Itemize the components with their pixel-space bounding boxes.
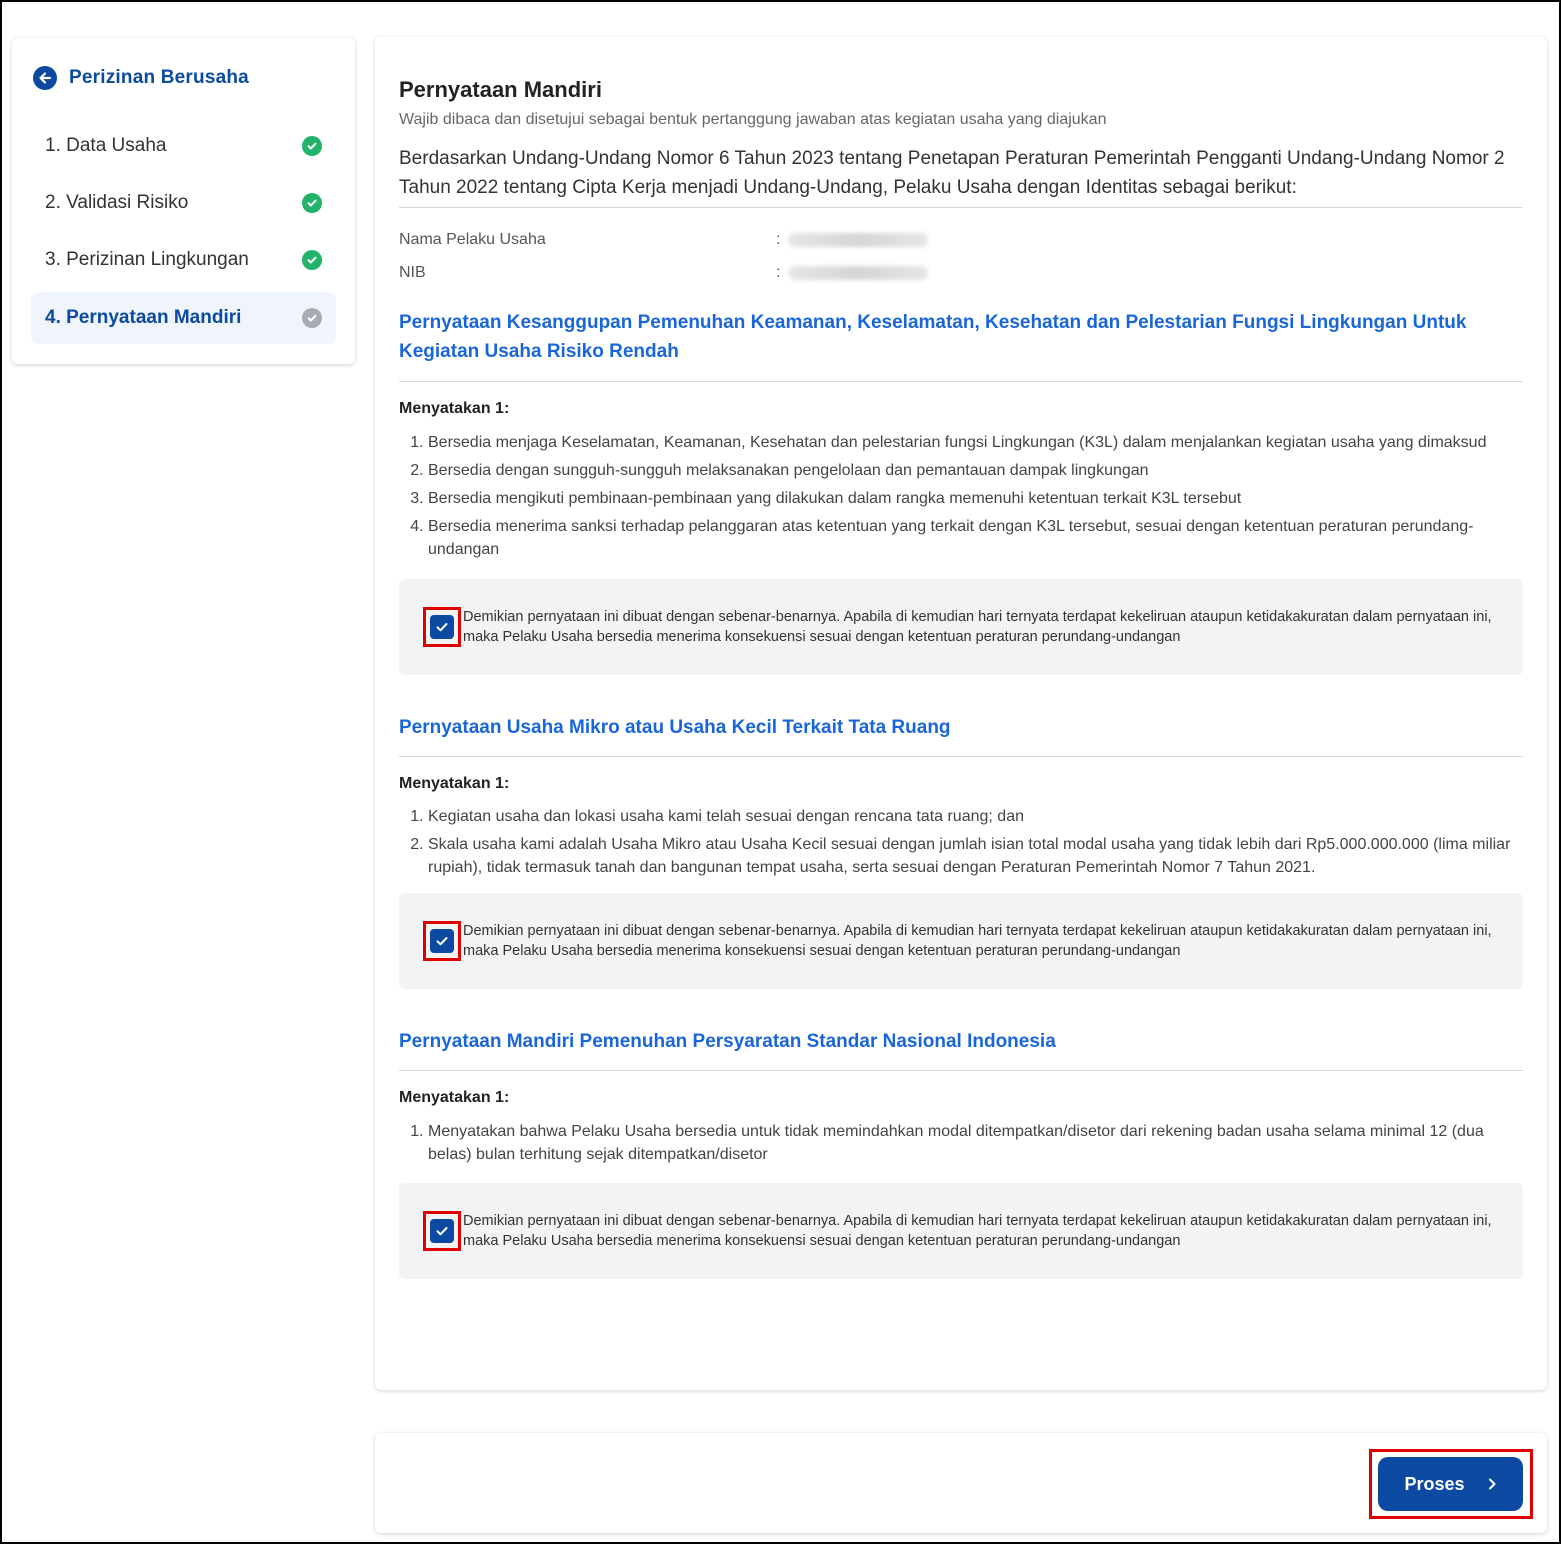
section-title: Pernyataan Usaha Mikro atau Usaha Kecil Terkait Tata Ruang <box>399 717 951 738</box>
section-title: Pernyataan Mandiri Pemenuhan Persyaratan Standar Nasional Indonesia <box>399 1031 1056 1052</box>
proses-button-label: Proses <box>1404 1473 1465 1494</box>
declaration-label: Menyatakan 1: <box>399 400 510 417</box>
step-data-usaha[interactable] <box>31 120 336 172</box>
checkbox-highlight <box>423 921 461 961</box>
step-label: 3. Perizinan Lingkungan <box>45 249 249 270</box>
check-circle-icon <box>302 193 322 213</box>
step-validasi-risiko[interactable] <box>31 177 336 229</box>
divider <box>399 207 1523 208</box>
step-label: 4. Pernyataan Mandiri <box>45 307 242 328</box>
check-circle-icon <box>302 136 322 156</box>
identity-row <box>399 256 1523 289</box>
list-item: 1. Menyatakan bahwa Pelaku Usaha bersedia untuk tidak memindahkan modal ditempatkan/disetor dari rekening badan usaha selama minimal 12 (dua belas) bulan terhitung sejak ditempatkan/disetor <box>428 1120 1523 1166</box>
identity-label: NIB <box>399 263 426 281</box>
checkbox-highlight <box>423 1211 461 1251</box>
check-circle-icon <box>302 308 322 328</box>
checkmark-icon <box>435 1224 449 1238</box>
proses-button[interactable] <box>1378 1457 1523 1511</box>
list-item: 1. Kegiatan usaha dan lokasi usaha kami telah sesuai dengan rencana tata ruang; dan <box>428 805 1523 828</box>
list-item: 2. Bersedia dengan sungguh-sungguh melaksanakan pengelolaan dan pemantauan dampak lingkungan <box>428 459 1523 482</box>
chevron-right-icon <box>1487 1477 1497 1491</box>
declaration-label: Menyatakan 1: <box>399 1089 510 1106</box>
agreement-text: Demikian pernyataan ini dibuat dengan sebenar-benarnya. Apabila di kemudian hari ternyata terdapat kekeliruan ataupun ketidakakuratan dalam pernyataan ini, maka Pelaku Usaha bersedia menerima konsekuensi sesuai dengan ketentuan peraturan perundang-undangan <box>463 923 1492 959</box>
declaration-list <box>399 431 1523 561</box>
checkbox-highlight <box>423 607 461 647</box>
divider <box>399 756 1523 757</box>
sidebar-title: Perizinan Berusaha <box>69 67 249 88</box>
list-item: 4. Bersedia menerima sanksi terhadap pelanggaran atas ketentuan yang terkait dengan K3L tersebut, sesuai dengan ketentuan peraturan perundang-undangan <box>428 515 1523 561</box>
agreement-text: Demikian pernyataan ini dibuat dengan sebenar-benarnya. Apabila di kemudian hari ternyata terdapat kekeliruan ataupun ketidakakuratan dalam pernyataan ini, maka Pelaku Usaha bersedia menerima konsekuensi sesuai dengan ketentuan peraturan perundang-undangan <box>463 609 1492 645</box>
back-link[interactable] <box>33 66 249 90</box>
declaration-list <box>399 1120 1523 1166</box>
agreement-box <box>399 893 1523 989</box>
list-item: 2. Skala usaha kami adalah Usaha Mikro atau Usaha Kecil sesuai dengan jumlah isian total modal usaha yang tidak lebih dari Rp5.000.000.000 (lima miliar rupiah), tidak termasuk tanah dan bangunan tempat usaha, serta sesuai dengan Peraturan Pemerintah Nomor 7 Tahun 2021. <box>428 833 1523 879</box>
step-label: 2. Validasi Risiko <box>45 192 189 213</box>
arrow-left-icon[interactable] <box>33 66 57 90</box>
page-subtitle: Wajib dibaca dan disetujui sebagai bentuk pertanggung jawaban atas kegiatan usaha yang diajukan <box>399 111 1107 128</box>
identity-separator: : <box>776 263 781 281</box>
agreement-box <box>399 579 1523 675</box>
agreement-checkbox[interactable] <box>430 615 454 639</box>
main-card <box>375 37 1547 1390</box>
intro-text: Berdasarkan Undang-Undang Nomor 6 Tahun 2023 tentang Penetapan Peraturan Pemerintah Pengganti Undang-Undang Nomor 2 Tahun 2022 tentang Cipta Kerja menjadi Undang-Undang, Pelaku Usaha dengan Identitas sebagai berikut: <box>399 148 1505 198</box>
stepper-sidebar <box>12 38 355 364</box>
declaration-list <box>399 805 1523 879</box>
divider <box>399 381 1523 382</box>
identity-label: Nama Pelaku Usaha <box>399 230 546 248</box>
identity-row <box>399 223 1523 256</box>
agreement-text: Demikian pernyataan ini dibuat dengan sebenar-benarnya. Apabila di kemudian hari ternyata terdapat kekeliruan ataupun ketidakakuratan dalam pernyataan ini, maka Pelaku Usaha bersedia menerima konsekuensi sesuai dengan ketentuan peraturan perundang-undangan <box>463 1213 1492 1249</box>
page-title: Pernyataan Mandiri <box>399 77 602 102</box>
declaration-label: Menyatakan 1: <box>399 775 510 792</box>
agreement-box <box>399 1183 1523 1279</box>
section-title: Pernyataan Kesanggupan Pemenuhan Keamanan, Keselamatan, Kesehatan dan Pelestarian Fungsi Lingkungan Untuk Kegiatan Usaha Risiko Rendah <box>399 312 1467 362</box>
checkmark-icon <box>435 620 449 634</box>
redacted-value <box>788 266 928 280</box>
step-pernyataan-mandiri[interactable] <box>31 292 336 344</box>
divider <box>399 1070 1523 1071</box>
identity-block <box>399 223 1523 289</box>
step-perizinan-lingkungan[interactable] <box>31 234 336 286</box>
checkmark-icon <box>435 934 449 948</box>
step-label: 1. Data Usaha <box>45 135 167 156</box>
check-circle-icon <box>302 250 322 270</box>
redacted-value <box>788 233 928 247</box>
list-item: 1. Bersedia menjaga Keselamatan, Keamanan, Kesehatan dan pelestarian fungsi Lingkungan (K3L) dalam menjalankan kegiatan usaha yang dimaksud <box>428 431 1523 454</box>
agreement-checkbox[interactable] <box>430 1219 454 1243</box>
identity-separator: : <box>776 230 781 248</box>
agreement-checkbox[interactable] <box>430 929 454 953</box>
list-item: 3. Bersedia mengikuti pembinaan-pembinaan yang dilakukan dalam rangka memenuhi ketentuan terkait K3L tersebut <box>428 487 1523 510</box>
